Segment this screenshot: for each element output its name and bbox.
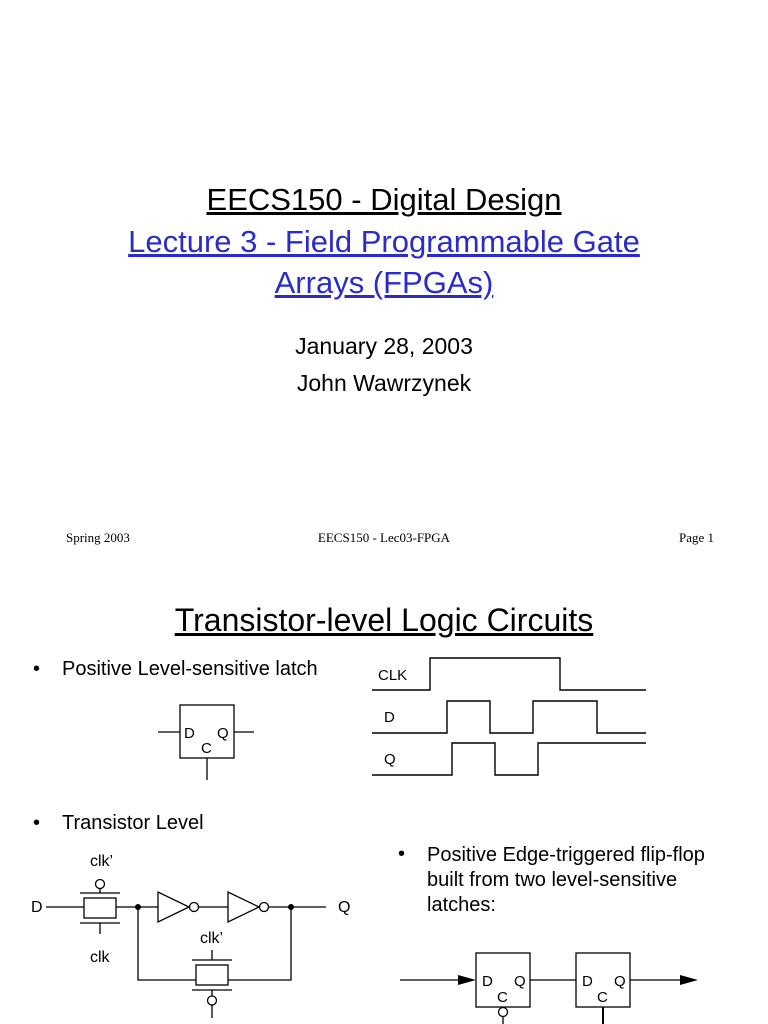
clk-bar-mid-label: clk’ bbox=[200, 930, 224, 947]
course-title: EECS150 - Digital Design bbox=[206, 182, 562, 217]
output-arrow bbox=[680, 975, 698, 985]
inverter-2-bubble bbox=[260, 903, 269, 912]
transistor-d-label: D bbox=[31, 899, 43, 916]
clk-bottom-label: clk bbox=[90, 949, 110, 966]
timing-q-label: Q bbox=[384, 751, 396, 768]
bullet-dot: • bbox=[33, 812, 41, 834]
lecture-title-line2[interactable]: Arrays (FPGAs) bbox=[274, 265, 494, 300]
transistor-circuit bbox=[28, 846, 363, 1024]
footer-right: Page 1 bbox=[678, 530, 714, 545]
inverter-2 bbox=[228, 892, 259, 922]
timing-d-label: D bbox=[384, 709, 395, 726]
footer-left: Spring 2003 bbox=[66, 530, 130, 545]
latch-2-q-label: Q bbox=[614, 973, 626, 990]
latch-2-c-label: C bbox=[597, 989, 608, 1006]
flipflop-diagram bbox=[392, 944, 712, 1024]
bullet-dot: • bbox=[398, 843, 406, 865]
latch-d-label: D bbox=[184, 725, 195, 742]
latch-q-label: Q bbox=[217, 725, 229, 742]
feedback-gate-bubble bbox=[208, 996, 217, 1005]
lecture-author: John Wawrzynek bbox=[296, 370, 472, 396]
timing-clk-label: CLK bbox=[378, 667, 408, 684]
bullet-edge-flipflop-text: Positive Edge-triggered flip-flop built from two level-sensitive latches: bbox=[427, 844, 705, 916]
latch-symbol bbox=[150, 700, 270, 785]
latch-1-clock-bubble bbox=[499, 1008, 508, 1017]
latch-2-d-label: D bbox=[582, 973, 593, 990]
slide2-title: Transistor-level Logic Circuits bbox=[174, 602, 594, 638]
inverter-1 bbox=[158, 892, 189, 922]
transmission-gate-feedback bbox=[196, 965, 228, 985]
bullet-edge-flipflop bbox=[398, 843, 738, 923]
bullet-transistor-level-text: Transistor Level bbox=[62, 812, 204, 834]
timing-diagram bbox=[372, 650, 662, 785]
transistor-q-label: Q bbox=[338, 899, 351, 916]
pmos-gate-bubble bbox=[96, 880, 105, 889]
d-waveform bbox=[372, 701, 646, 733]
latch-1-c-label: C bbox=[497, 989, 508, 1006]
lecture-title-line1[interactable]: Lecture 3 - Field Programmable Gate bbox=[128, 224, 640, 259]
inverter-1-bubble bbox=[190, 903, 199, 912]
footer-center: EECS150 - Lec03-FPGA bbox=[317, 530, 451, 545]
clk-waveform bbox=[372, 658, 646, 690]
bullet-dot: • bbox=[33, 658, 41, 680]
clk-bar-top-label: clk’ bbox=[90, 853, 114, 870]
bullet-level-latch-text: Positive Level-sensitive latch bbox=[62, 658, 318, 680]
bullet-transistor-level bbox=[33, 812, 363, 838]
lecture-date: January 28, 2003 bbox=[295, 333, 473, 359]
latch-c-label: C bbox=[201, 740, 212, 757]
transmission-gate-top bbox=[84, 898, 116, 918]
latch-1-d-label: D bbox=[482, 973, 493, 990]
q-waveform bbox=[372, 743, 646, 775]
bullet-level-latch bbox=[33, 658, 363, 684]
input-arrow bbox=[458, 975, 476, 985]
latch-1-q-label: Q bbox=[514, 973, 526, 990]
